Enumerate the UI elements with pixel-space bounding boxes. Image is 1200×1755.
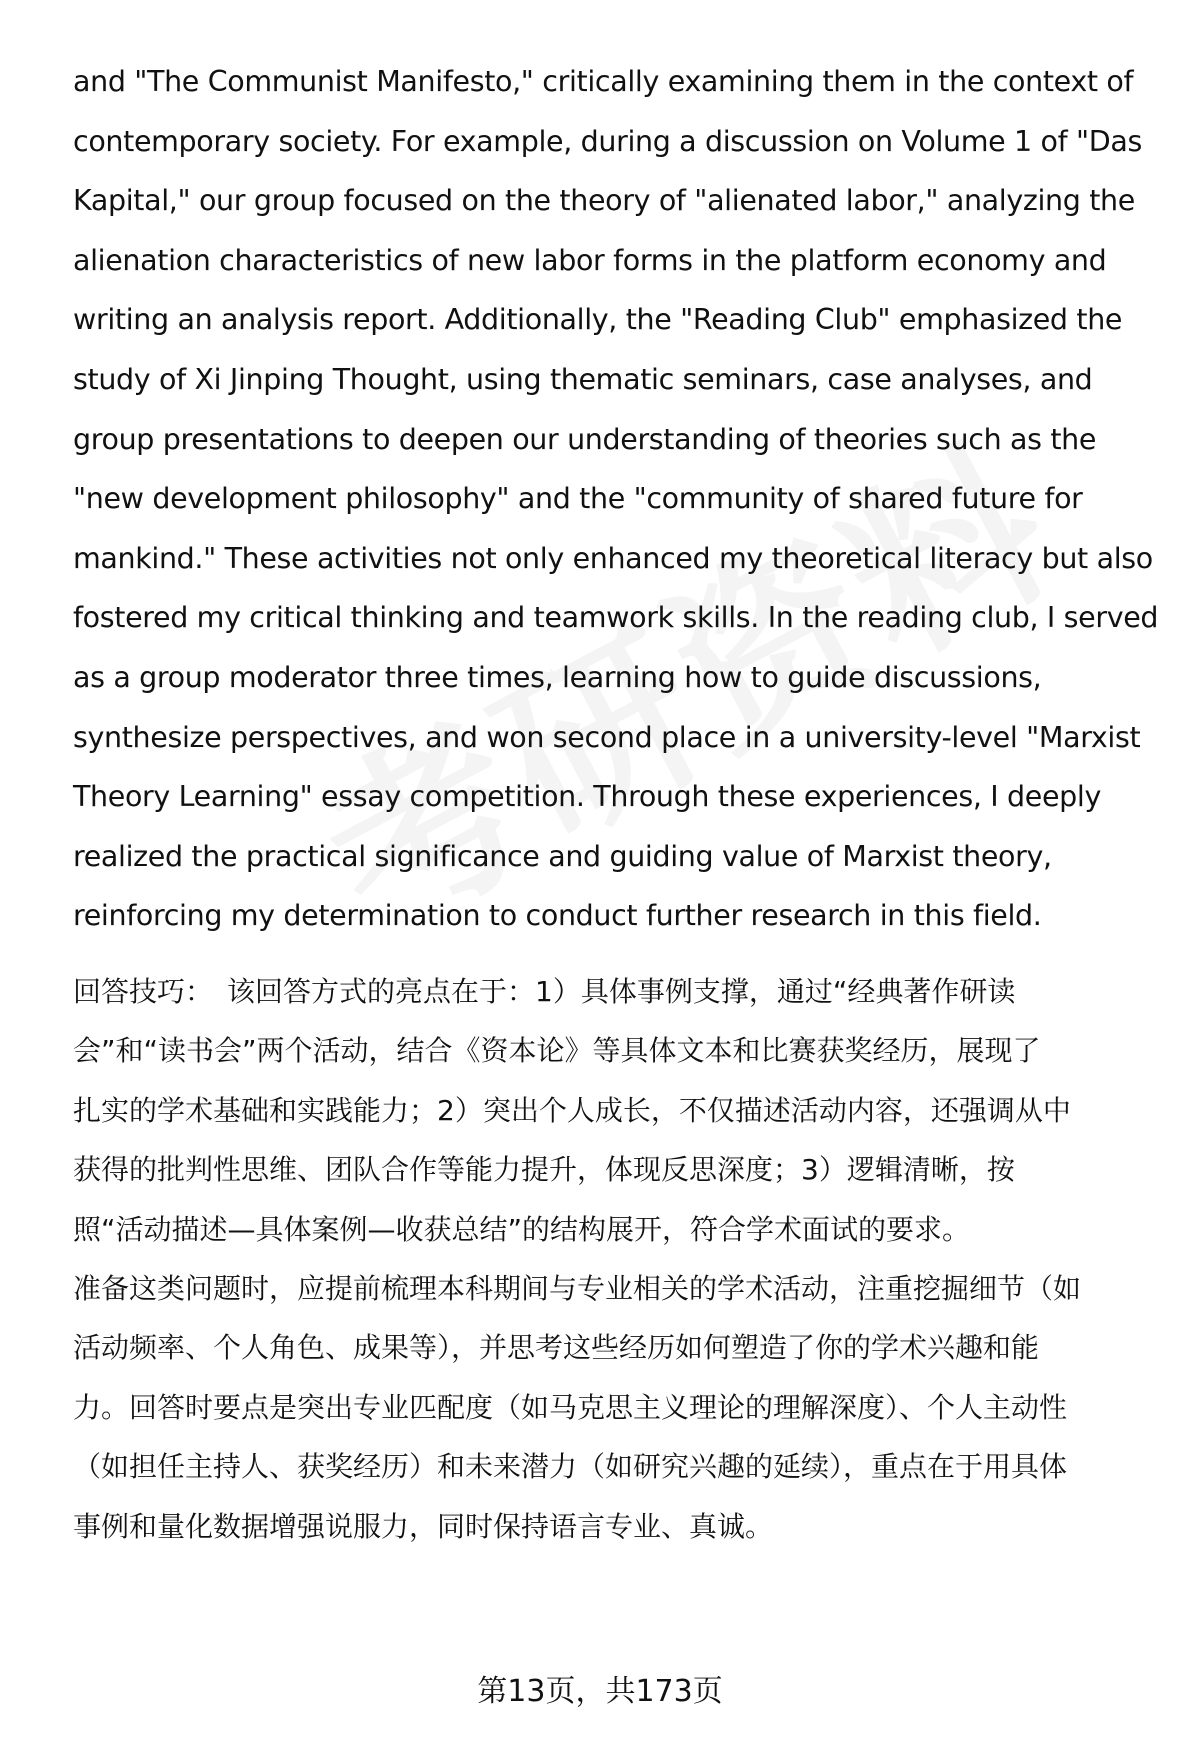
tips-label: 回答技巧： [73, 974, 214, 1008]
tips-line-9: （如担任主持人、获奖经历）和未来潜力（如研究兴趣的延续），重点在于用具体 [73, 1450, 1068, 1484]
tips-line-8: 力。回答时要点是突出专业匹配度（如马克思主义理论的理解深度）、个人主动性 [73, 1390, 1068, 1424]
page-number-footer: 第13页，共173页 [477, 1674, 723, 1709]
tips-line-text: 该回答方式的亮点在于：1）具体事例支撑，通过“经典著作研读 [227, 974, 1016, 1008]
tips-line-6: 准备这类问题时，应提前梳理本科期间与专业相关的学术活动，注重挖掘细节（如 [73, 1271, 1082, 1305]
answer-tips-section [73, 962, 1163, 1556]
tips-line-10: 事例和量化数据增强说服力，同时保持语言专业、真诚。 [73, 1509, 774, 1543]
page-content [73, 52, 1163, 1556]
tips-line-3: 扎实的学术基础和实践能力；2）突出个人成长，不仅描述活动内容，还强调从中 [73, 1093, 1071, 1127]
tips-line-2: 会”和“读书会”两个活动，结合《资本论》等具体文本和比赛获奖经历，展现了 [73, 1034, 1041, 1068]
tips-line-4: 获得的批判性思维、团队合作等能力提升，体现反思深度；3）逻辑清晰，按 [73, 1153, 1015, 1187]
tips-line-5: 照“活动描述—具体案例—收获总结”的结构展开，符合学术面试的要求。 [73, 1212, 971, 1246]
tips-line-7: 活动频率、个人角色、成果等），并思考这些经历如何塑造了你的学术兴趣和能 [73, 1331, 1040, 1365]
tips-line-1 [73, 962, 1163, 1021]
english-answer-paragraph: and "The Communist Manifesto," critically examining them in the context of contemporary society. For example, during a discussion on Volume 1 of "Das Kapital," our group focused on the theory of "alienated labor," analyzing the alienation characteristics of new labor forms in the platform economy and writing an analysis report. Additionally, the "Reading Club" emphasized the study of Xi Jinping Thought, using thematic seminars, case analyses, and group presentations to deepen our understanding of theories such as the "new development philosophy" and the "community of shared future for mankind." These activities not only enhanced my theoretical literacy but also fostered my critical thinking and teamwork skills. In the reading club, I served as a group moderator three times, learning how to guide discussions, synthesize perspectives, and won second place in a university-level "Marxist Theory Learning" essay competition. Through these experiences, I deeply realized the practical significance and guiding value of Marxist theory, reinforcing my determination to conduct further research in this field. [73, 65, 1159, 933]
